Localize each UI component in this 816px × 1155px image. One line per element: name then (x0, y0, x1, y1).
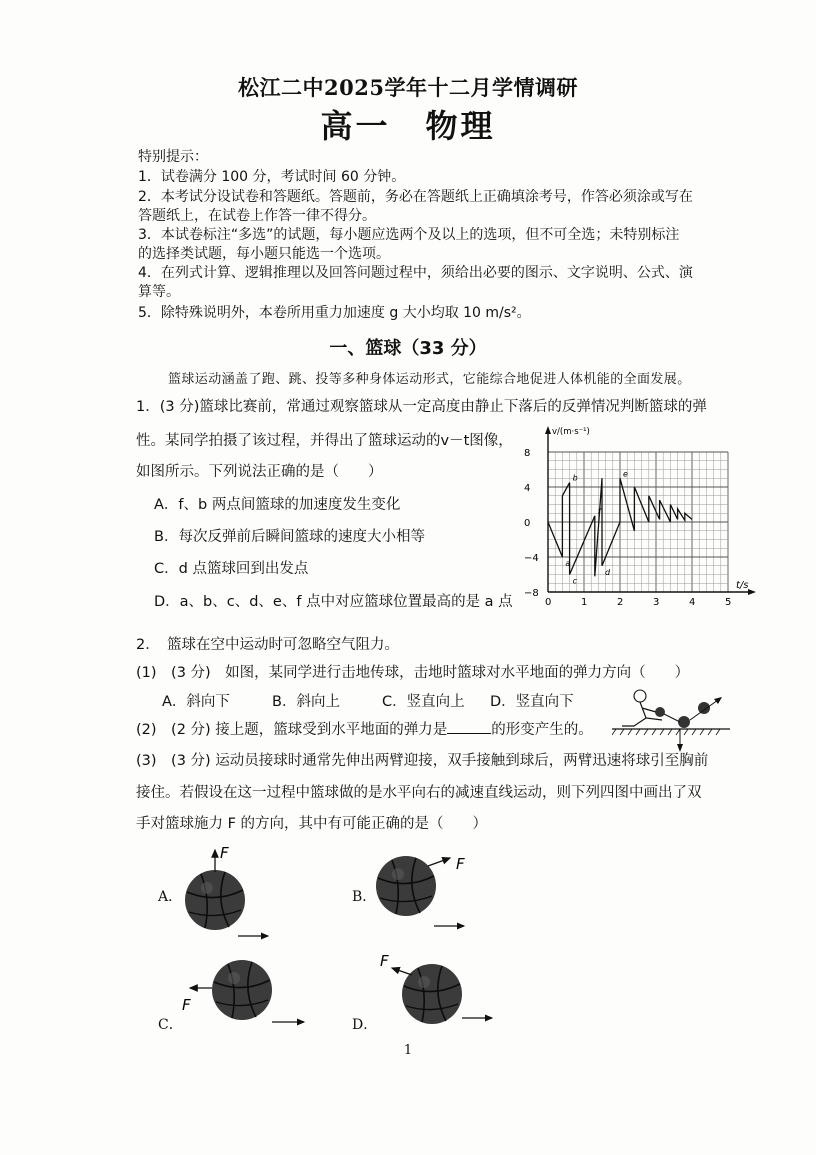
choice-c-label: C． (158, 1017, 183, 1033)
point-label: e (623, 469, 628, 479)
vt-chart (520, 420, 760, 618)
y-tick-label: 4 (524, 483, 531, 494)
q2-p1-option-a: A．斜向下 (162, 694, 230, 710)
point-label: b (572, 473, 578, 483)
q1-option-c: C．d 点篮球回到出发点 (154, 561, 309, 577)
q1-line: 性。某同学拍摄了该过程，并得出了篮球运动的v－t图像， (136, 433, 513, 449)
y-tick-label: 8 (524, 448, 531, 459)
q2-part3-line: 接住。若假设在这一过程中篮球做的是水平向右的减速直线运动，则下列四图中画出了双 (136, 785, 702, 801)
q1-option-b: B．每次反弹前后瞬间篮球的速度大小相等 (154, 529, 425, 545)
q2-p1-option-d: D．竖直向下 (490, 694, 574, 710)
force-label: F (220, 844, 229, 862)
q2-part3-line: (3) (3 分) 运动员接球时通常先伸出两臂迎接，双手接触到球后，两臂迅速将球引至胸前 (136, 753, 709, 769)
note-line: 2．本考试分设试卷和答题纸。答题前，务必在答题纸上正确填涂考号，作答必须涂或写在 (138, 189, 693, 205)
choice-a-figure (185, 844, 268, 936)
q2-part3-line: 手对篮球施力 F 的方向，其中有可能正确的是（ ） (136, 816, 488, 832)
q2-part2 (136, 718, 593, 739)
choice-a-label: A． (158, 889, 183, 905)
q1-option-d: D．a、b、c、d、e、f 点中对应篮球位置最高的是 a 点 (154, 594, 513, 610)
y-tick-label: 0 (524, 518, 531, 529)
y-tick-label: −4 (524, 553, 539, 564)
x-tick-label: 1 (581, 597, 588, 608)
x-tick-label: 5 (725, 597, 732, 608)
choice-d-label: D． (352, 1017, 378, 1033)
choice-c-figure (182, 960, 304, 1022)
section-title: 一、篮球（33 分） (329, 338, 487, 359)
q1-line: 如图所示。下列说法正确的是（ ） (136, 464, 383, 480)
note-line: 的选择类试题，每小题只能选一个选项。 (138, 246, 390, 262)
q2-part2-before: (2) (2 分) 接上题，篮球受到水平地面的弹力是 (136, 722, 448, 738)
note-line: 3．本试卷标注“多选”的试题，每小题应选两个及以上的选项，但不可全选；未特别标注 (138, 227, 680, 243)
q2-part1: (1) (3 分) 如图，某同学进行击地传球，击地时篮球对水平地面的弹力方向（ ） (136, 665, 690, 681)
x-axis-arrow (748, 589, 756, 595)
y-axis-arrow (545, 426, 551, 434)
x-axis-label: t/s (736, 580, 749, 591)
note-line: 4．在列式计算、逻辑推理以及回答问题过程中，须给出必要的图示、文字说明、公式、演 (138, 265, 693, 281)
q1-line: 1．(3 分)篮球比赛前，常通过观察篮球从一定高度由静止下落后的反弹情况判断篮球的弹 (136, 399, 707, 415)
point-label: d (605, 567, 611, 577)
point-label: f (597, 506, 601, 516)
q2-stem: 2． 篮球在空中运动时可忽略空气阻力。 (136, 637, 399, 653)
exam-subtitle: 高一 物理 (320, 107, 496, 145)
y-tick-label: −8 (524, 588, 539, 599)
note-line: 答题纸上，在试卷上作答一律不得分。 (138, 208, 376, 224)
notes-heading: 特别提示： (138, 149, 208, 165)
x-tick-label: 0 (545, 597, 552, 608)
force-label: F (182, 996, 191, 1014)
x-tick-label: 2 (617, 597, 624, 608)
force-label: F (380, 952, 389, 970)
choice-b-figure (376, 855, 465, 926)
point-label: a (565, 559, 571, 568)
q1-option-a: A．f、b 两点间篮球的加速度发生变化 (154, 497, 401, 513)
bounce-pass-figure (612, 682, 732, 752)
q2-p1-option-b: B．斜向上 (272, 694, 340, 710)
q2-part2-after: 的形变产生的。 (491, 722, 593, 738)
choice-d-figure (380, 952, 492, 1024)
note-line: 算等。 (138, 284, 180, 300)
answer-blank (447, 721, 491, 734)
x-tick-label: 4 (689, 597, 696, 608)
section-intro: 篮球运动涵盖了跑、跳、投等多种身体运动形式，它能综合地促进人体机能的全面发展。 (168, 372, 691, 387)
exam-title: 松江二中2025学年十二月学情调研 (238, 75, 578, 100)
choice-b-label: B． (352, 889, 377, 905)
force-label: F (456, 855, 465, 873)
note-line: 5．除特殊说明外，本卷所用重力加速度 g 大小均取 10 m/s²。 (138, 305, 531, 321)
note-line: 1．试卷满分 100 分，考试时间 60 分钟。 (138, 169, 406, 185)
y-axis-label: v/(m·s⁻¹) (552, 427, 590, 437)
page-number: 1 (403, 1043, 413, 1058)
q2-p1-option-c: C．竖直向上 (382, 694, 465, 710)
point-label: c (572, 576, 578, 586)
x-tick-label: 3 (653, 597, 660, 608)
